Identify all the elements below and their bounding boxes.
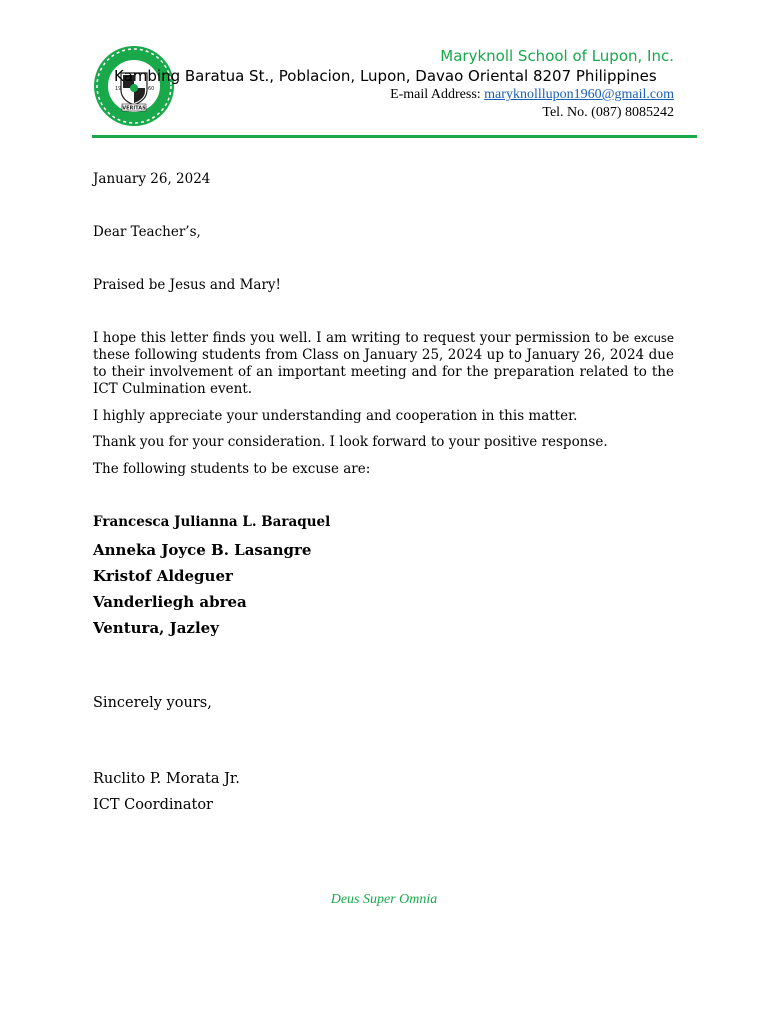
student-name: Anneka Joyce B. Lasangre [93, 541, 312, 559]
school-name: Maryknoll School of Lupon, Inc. [440, 47, 674, 65]
student-list-intro: The following students to be excuse are: [93, 461, 371, 477]
student-name: Vanderliegh abrea [93, 593, 247, 611]
appreciation-line: I highly appreciate your understanding and cooperation in this matter. [93, 408, 578, 424]
school-seal-logo [90, 44, 178, 128]
body-text-part2: these following students from Class on January 25, 2024 up to January 26, 2024 due to their involvement of an important meeting and for the preparation related to the ICT Culmination event. [93, 347, 674, 397]
letter-date: January 26, 2024 [93, 171, 211, 187]
seal-year-right: 60 [148, 86, 155, 92]
header-divider [92, 135, 697, 138]
body-paragraph [93, 330, 674, 398]
email-label: E-mail Address: [390, 87, 485, 102]
school-address: Kambing Baratua St., Poblacion, Lupon, Davao Oriental 8207 Philippines [114, 67, 657, 85]
email-link[interactable]: maryknolllupon1960@gmail.com [484, 87, 674, 102]
student-name: Ventura, Jazley [93, 619, 219, 637]
email-line [390, 87, 674, 103]
student-name: Francesca Julianna L. Baraquel [93, 514, 331, 530]
signer-name: Ruclito P. Morata Jr. [93, 771, 240, 787]
signer-title: ICT Coordinator [93, 797, 213, 813]
student-name: Kristof Aldeguer [93, 567, 233, 585]
thanks-line: Thank you for your consideration. I look forward to your positive response. [93, 434, 608, 450]
body-text-part1: I hope this letter finds you well. I am writing to request your permission to be [93, 330, 634, 346]
telephone-number: Tel. No. (087) 8085242 [542, 105, 674, 120]
footer-motto: Deus Super Omnia [330, 892, 438, 907]
closing: Sincerely yours, [93, 695, 212, 711]
salutation: Dear Teacher’s, [93, 224, 201, 240]
seal-banner-text: VERITAS [122, 105, 146, 112]
greeting: Praised be Jesus and Mary! [93, 277, 281, 293]
seal-year-left: 19 [115, 86, 122, 92]
body-text-excuse: excuse [633, 331, 674, 345]
